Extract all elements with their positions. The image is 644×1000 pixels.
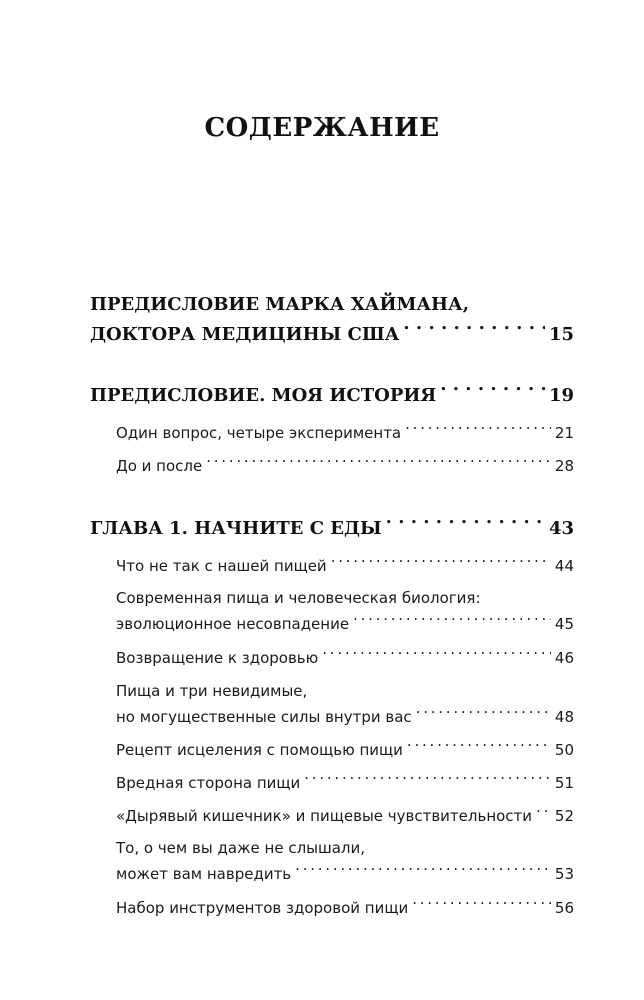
toc-entry-healing-recipe[interactable] [116,737,574,763]
toc-line [116,770,574,796]
toc-entry-preface-hyman[interactable] [90,290,574,350]
toc-entry-return-to-health[interactable] [116,645,574,671]
dot-leader [536,806,551,821]
toc-line-1 [116,585,574,611]
toc-text: Один вопрос, четыре эксперимента [116,424,402,442]
dot-leader [440,383,545,401]
dot-leader [353,614,551,629]
page-number: 56 [554,899,574,917]
toc-text: Пища и три невидимые, [116,682,308,700]
page-number: 52 [554,807,574,825]
dot-leader [206,456,551,471]
toc-entry-preface-my-story[interactable] [90,381,574,411]
dot-leader [407,740,551,755]
page-number: 50 [554,741,574,759]
toc-entry-harmful-side[interactable] [116,770,574,796]
page-number: 43 [548,518,574,539]
toc-line [116,895,574,921]
toc-text: Современная пища и человеческая биология: [116,589,481,607]
toc-text: ДОКТОРА МЕДИЦИНЫ США [90,324,400,345]
toc-entry-unknown-harm[interactable] [116,835,574,887]
dot-leader [331,556,551,571]
toc-entry-whats-wrong[interactable] [116,553,574,579]
page-number: 15 [548,324,574,345]
dot-leader [322,648,551,663]
toc-entry-leaky-gut[interactable] [116,803,574,829]
page-title: СОДЕРЖАНИЕ [204,113,440,143]
dot-leader [386,516,545,534]
toc-line [116,645,574,671]
toc-text: ПРЕДИСЛОВИЕ МАРКА ХАЙМАНА, [90,294,469,315]
toc-text: «Дырявый кишечник» и пищевые чувствительности [116,807,533,825]
toc-text: Набор инструментов здоровой пищи [116,899,409,917]
toc-entry-chapter-1[interactable] [90,514,574,544]
toc-entry-three-forces[interactable] [116,678,574,730]
toc-line-1 [116,678,574,704]
page-number: 28 [554,457,574,475]
toc-entry-before-after[interactable] [116,453,574,479]
toc-line [90,514,574,544]
dot-leader [295,864,551,879]
toc-text: Что не так с нашей пищей [116,557,327,575]
toc-line-2 [116,704,574,730]
toc-entry-one-question[interactable] [116,420,574,446]
toc-entry-modern-food[interactable] [116,585,574,637]
toc-text: До и после [116,457,203,475]
toc-line [116,420,574,446]
toc-text: может вам навредить [116,865,292,883]
page-number: 53 [554,865,574,883]
dot-leader [405,423,551,438]
toc-line [90,381,574,411]
toc-line [116,803,574,829]
toc-text: но могущественные силы внутри вас [116,708,412,726]
toc-entry-toolkit[interactable] [116,895,574,921]
page-number: 48 [554,708,574,726]
toc-text: Вредная сторона пищи [116,774,301,792]
toc-line-2 [90,320,574,350]
page-number: 45 [554,615,574,633]
toc-text: ПРЕДИСЛОВИЕ. МОЯ ИСТОРИЯ [90,385,437,406]
dot-leader [304,773,551,788]
page-number: 46 [554,649,574,667]
toc-text: ГЛАВА 1. НАЧНИТЕ С ЕДЫ [90,518,382,539]
toc-text: То, о чем вы даже не слышали, [116,839,366,857]
page-number: 44 [554,557,574,575]
dot-leader [416,707,551,722]
toc-line-2 [116,861,574,887]
page-number: 21 [554,424,574,442]
page-number: 51 [554,774,574,792]
toc-text: Рецепт исцеления с помощью пищи [116,741,403,759]
toc-line [116,453,574,479]
toc-line-2 [116,611,574,637]
dot-leader [403,322,545,340]
toc-line-1 [90,290,574,320]
toc-text: эволюционное несовпадение [116,615,350,633]
toc-line [116,553,574,579]
toc-text: Возвращение к здоровью [116,649,319,667]
toc-line-1 [116,835,574,861]
page-number: 19 [548,385,574,406]
toc-line [116,737,574,763]
dot-leader [412,898,551,913]
